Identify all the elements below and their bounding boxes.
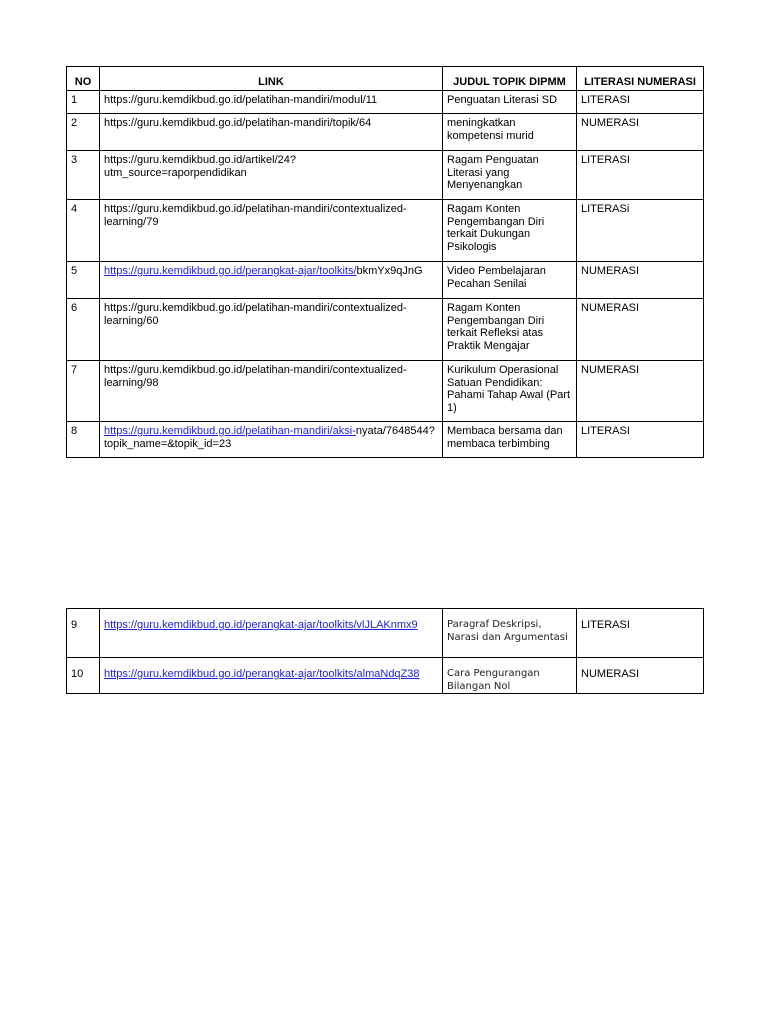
row-number: 7 (67, 361, 100, 422)
row-number: 10 (67, 658, 100, 694)
topic-title: Video Pembelajaran Pecahan Senilai (443, 262, 577, 299)
row-number: 2 (67, 114, 100, 151)
table-row (67, 658, 704, 694)
links-table-continued (66, 608, 704, 694)
row-number: 9 (67, 609, 100, 658)
topic-title: Paragraf Deskripsi, Narasi dan Argumentasi (443, 609, 577, 658)
row-number: 4 (67, 200, 100, 262)
category: LITERASI (577, 422, 704, 458)
row-number: 6 (67, 299, 100, 361)
table-row (67, 361, 704, 422)
table-row (67, 151, 704, 200)
toolkit-link[interactable]: https://guru.kemdikbud.go.id/perangkat-ajar/toolkits/ (104, 265, 357, 277)
link-cell: https://guru.kemdikbud.go.id/pelatihan-mandiri/topik/64 (100, 114, 443, 151)
row-number: 5 (67, 262, 100, 299)
table-row (67, 609, 704, 658)
category: LITERASI (577, 609, 704, 658)
aksi-nyata-link[interactable]: https://guru.kemdikbud.go.id/pelatihan-mandiri/aksi- (104, 425, 356, 437)
link-cell: https://guru.kemdikbud.go.id/artikel/24?utm_source=raporpendidikan (100, 151, 443, 200)
table-row (67, 299, 704, 361)
table-row (67, 114, 704, 151)
toolkit-link[interactable]: https://guru.kemdikbud.go.id/perangkat-ajar/toolkits/almaNdqZ38 (104, 668, 420, 680)
link-cell (100, 658, 443, 694)
header-row (67, 67, 704, 91)
table-row (67, 91, 704, 114)
header-literasi-numerasi: LITERASI NUMERASI (577, 67, 704, 91)
category: NUMERASI (577, 299, 704, 361)
link-cell: https://guru.kemdikbud.go.id/pelatihan-mandiri/contextualized-learning/60 (100, 299, 443, 361)
topic-title: Kurikulum Operasional Satuan Pendidikan: Pahami Tahap Awal (Part 1) (443, 361, 577, 422)
row-number: 8 (67, 422, 100, 458)
topic-title: meningkatkan kompetensi murid (443, 114, 577, 151)
header-judul: JUDUL TOPIK DIPMM (443, 67, 577, 91)
link-tail: nyata/7648544?topik_name=&topik_id=23 (104, 425, 435, 450)
link-cell: https://guru.kemdikbud.go.id/pelatihan-mandiri/modul/11 (100, 91, 443, 114)
link-tail: bkmYx9qJnG (356, 265, 423, 277)
category: NUMERASI (577, 361, 704, 422)
category: NUMERASI (577, 262, 704, 299)
link-cell (100, 609, 443, 658)
link-cell (100, 422, 443, 458)
topic-title: Ragam Konten Pengembangan Diri terkait Refleksi atas Praktik Mengajar (443, 299, 577, 361)
link-cell: https://guru.kemdikbud.go.id/pelatihan-mandiri/contextualized-learning/79 (100, 200, 443, 262)
header-link: LINK (100, 67, 443, 91)
category: LITERASI (577, 91, 704, 114)
category: NUMERASI (577, 658, 704, 694)
topic-title: Membaca bersama dan membaca terbimbing (443, 422, 577, 458)
table-row (67, 422, 704, 458)
topic-title: Cara Pengurangan Bilangan Nol (443, 658, 577, 694)
table-row (67, 262, 704, 299)
row-number: 3 (67, 151, 100, 200)
category: NUMERASI (577, 114, 704, 151)
topic-title: Ragam Konten Pengembangan Diri terkait Dukungan Psikologis (443, 200, 577, 262)
table-row (67, 200, 704, 262)
topic-title: Ragam Penguatan Literasi yang Menyenangkan (443, 151, 577, 200)
topic-title: Penguatan Literasi SD (443, 91, 577, 114)
link-cell (100, 262, 443, 299)
row-number: 1 (67, 91, 100, 114)
links-table (66, 66, 704, 458)
header-no: NO (67, 67, 100, 91)
category: LITERASi (577, 200, 704, 262)
category: LITERASI (577, 151, 704, 200)
link-cell: https://guru.kemdikbud.go.id/pelatihan-mandiri/contextualized-learning/98 (100, 361, 443, 422)
toolkit-link[interactable]: https://guru.kemdikbud.go.id/perangkat-ajar/toolkits/vlJLAKnmx9 (104, 619, 418, 631)
